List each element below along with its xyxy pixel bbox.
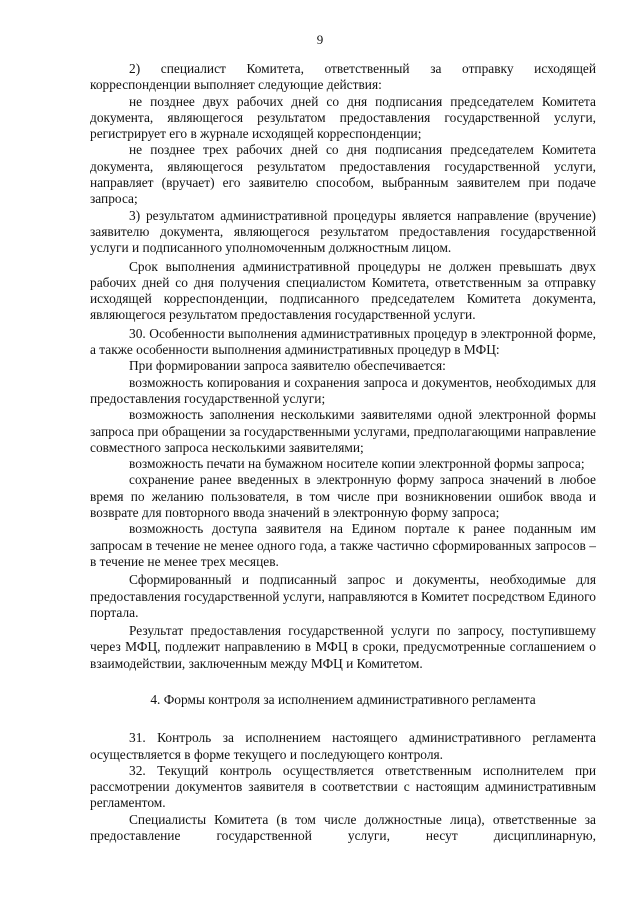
paragraph: не позднее трех рабочих дней со дня подписания председателем Комитета документа, являющегося результатом предоставления государственной услуги, направляет (вручает) его заявителю способом, выбранным заявителем при подаче запроса;	[90, 142, 596, 207]
section-heading: 4. Формы контроля за исполнением административного регламента	[150, 691, 536, 707]
page-number: 9	[316, 32, 324, 47]
paragraph: не позднее двух рабочих дней со дня подписания председателем Комитета документа, являющегося результатом предоставления государственной услуги, регистрирует его в журнале исходящей корреспонденции;	[90, 93, 596, 142]
paragraph: 2) специалист Комитета, ответственный за отправку исходящей корреспонденции выполняет следующие действия:	[90, 61, 596, 93]
document-body	[90, 61, 596, 844]
paragraph: 30. Особенности выполнения административных процедур в электронной форме, а также особенности выполнения административных процедур в МФЦ:	[90, 325, 596, 358]
paragraph: Срок выполнения административной процедуры не должен превышать двух рабочих дней со дня получения специалистом Комитета, ответственным за отправку исходящей корреспонденции, подписанного председателем Комитета документа, являющегося результатом предоставления государственной услуги.	[90, 258, 596, 323]
paragraph: возможность печати на бумажном носителе копии электронной формы запроса;	[129, 456, 585, 472]
paragraph: Сформированный и подписанный запрос и документы, необходимые для предоставления государственной услуги, направляются в Комитет посредством Единого портала.	[90, 572, 596, 620]
paragraph: возможность заполнения несколькими заявителями одной электронной формы запроса при обращении за государственными услугами, предполагающими направление совместного запроса несколькими заявителями;	[90, 407, 596, 455]
paragraph: Результат предоставления государственной услуги по запросу, поступившему через МФЦ, подлежит направлению в МФЦ в сроки, предусмотренные соглашением о взаимодействии, заключенным между МФЦ и Комитетом.	[90, 623, 596, 671]
paragraph: сохранение ранее введенных в электронную форму запроса значений в любое время по желанию пользователя, в том числе при возникновении ошибок ввода и возврате для повторного ввода значений в электронную форму запроса;	[90, 472, 596, 521]
paragraph: 3) результатом административной процедуры является направление (вручение) заявителю документа, являющегося результатом предоставления государственной услуги и подписанного уполномоченным должностным лицом.	[90, 207, 596, 256]
paragraph: 31. Контроль за исполнением настоящего административного регламента осуществляется в форме текущего и последующего контроля.	[90, 730, 596, 762]
paragraph: 32. Текущий контроль осуществляется ответственным исполнителем при рассмотрении документов заявителя в соответствии с настоящим административным регламентом.	[90, 762, 596, 811]
paragraph: При формировании запроса заявителю обеспечивается:	[129, 358, 446, 374]
paragraph: Специалисты Комитета (в том числе должностные лица), ответственные за предоставление государственной услуги, несут дисциплинарную,	[90, 811, 596, 844]
paragraph: возможность доступа заявителя на Едином портале к ранее поданным им запросам в течение не менее одного года, а также частично сформированных запросов – в течение не менее трех месяцев.	[90, 521, 596, 569]
paragraph: возможность копирования и сохранения запроса и документов, необходимых для предоставления государственной услуги;	[90, 374, 596, 406]
